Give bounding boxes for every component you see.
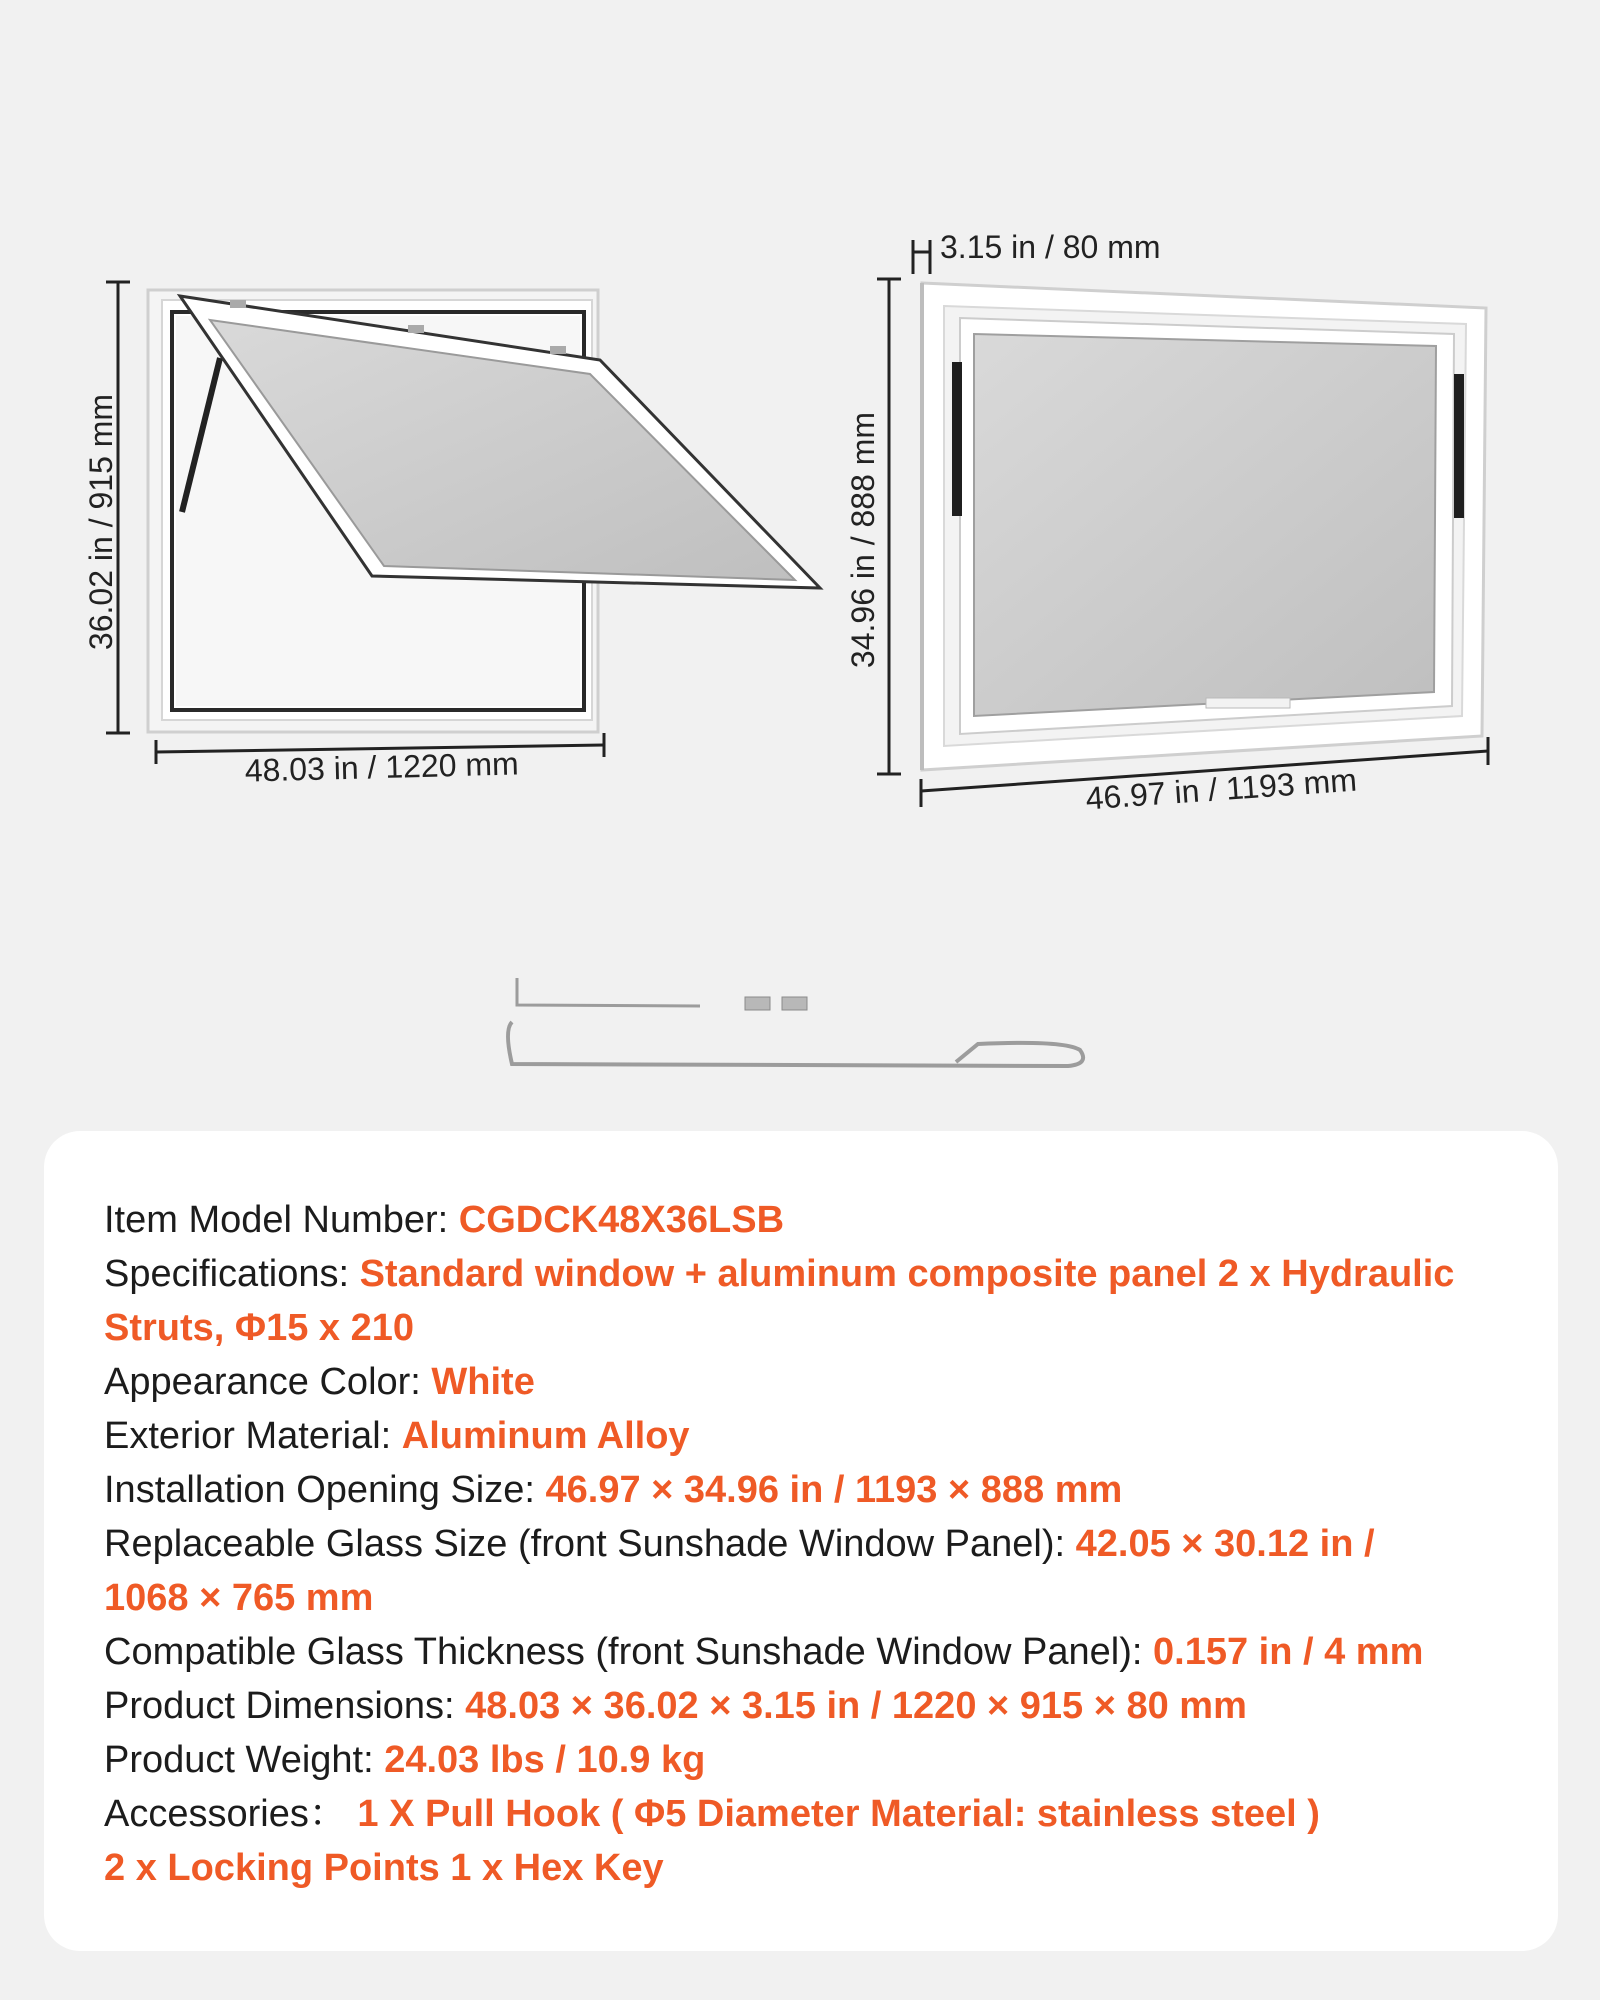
exterior-material-value: Aluminum Alloy [401,1415,690,1457]
exterior-material-row [104,1409,1504,1463]
glass-thickness-row [104,1625,1504,1679]
model-number-label: Item Model Number: [104,1199,459,1241]
replaceable-glass-row-continued [104,1571,1504,1625]
specifications-row-continued [104,1301,1504,1355]
locking-point-icon [782,997,807,1010]
product-weight-value: 24.03 lbs / 10.9 kg [384,1739,706,1781]
appearance-color-label: Appearance Color: [104,1361,432,1403]
product-weight-row [104,1733,1504,1787]
right-height-label: 34.96 in / 888 mm [845,411,881,669]
model-number-value: CGDCK48X36LSB [458,1199,785,1241]
specifications-card [44,1131,1558,1951]
glass-thickness-label: Compatible Glass Thickness (front Sunshade Window Panel): [104,1631,1154,1673]
product-dimensions-label: Product Dimensions: [104,1685,466,1727]
right-width-label: 46.97 in / 1193 mm [1084,761,1358,817]
model-number-row [104,1193,1504,1247]
closed-window-illustration [922,283,1486,770]
exterior-material-label: Exterior Material: [104,1415,402,1457]
appearance-color-row [104,1355,1504,1409]
specifications-value-continued: Struts, Φ15 x 210 [104,1307,415,1349]
left-height-label: 36.02 in / 915 mm [83,393,119,651]
hex-key-icon [517,978,700,1006]
product-dimensions-value: 48.03 × 36.02 × 3.15 in / 1220 × 915 × 80 mm [465,1685,1247,1727]
specifications-label: Specifications: [104,1253,360,1295]
accessories-row [104,1787,1504,1841]
accessories-label: Accessories： [104,1793,347,1835]
replaceable-glass-label: Replaceable Glass Size (front Sunshade Window Panel): [104,1523,1076,1565]
accessories-illustration [508,978,1083,1066]
product-dimensions-row [104,1679,1504,1733]
specifications-row [104,1247,1504,1301]
right-depth-label: 3.15 in / 80 mm [940,229,1161,265]
installation-opening-label: Installation Opening Size: [104,1469,546,1511]
appearance-color-value: White [431,1361,535,1403]
replaceable-glass-value: 42.05 × 30.12 in / [1075,1523,1375,1565]
product-weight-label: Product Weight: [104,1739,385,1781]
locking-point-icon [745,997,770,1010]
installation-opening-row [104,1463,1504,1517]
replaceable-glass-row [104,1517,1504,1571]
replaceable-glass-value-continued: 1068 × 765 mm [104,1577,374,1619]
left-width-label: 48.03 in / 1220 mm [244,745,520,789]
specifications-list [104,1193,1504,1895]
installation-opening-value: 46.97 × 34.96 in / 1193 × 888 mm [545,1469,1123,1511]
accessories-value: 1 X Pull Hook ( Φ5 Diameter Material: stainless steel ) [346,1793,1320,1835]
glass-thickness-value: 0.157 in / 4 mm [1153,1631,1424,1673]
open-window-illustration [148,290,820,732]
specifications-value: Standard window + aluminum composite panel 2 x Hydraulic [359,1253,1455,1295]
accessories-row-continued [104,1841,1504,1895]
right-depth-dimension [913,240,930,274]
pull-hook-icon [508,1022,1083,1066]
accessories-value-continued: 2 x Locking Points 1 x Hex Key [104,1847,664,1889]
